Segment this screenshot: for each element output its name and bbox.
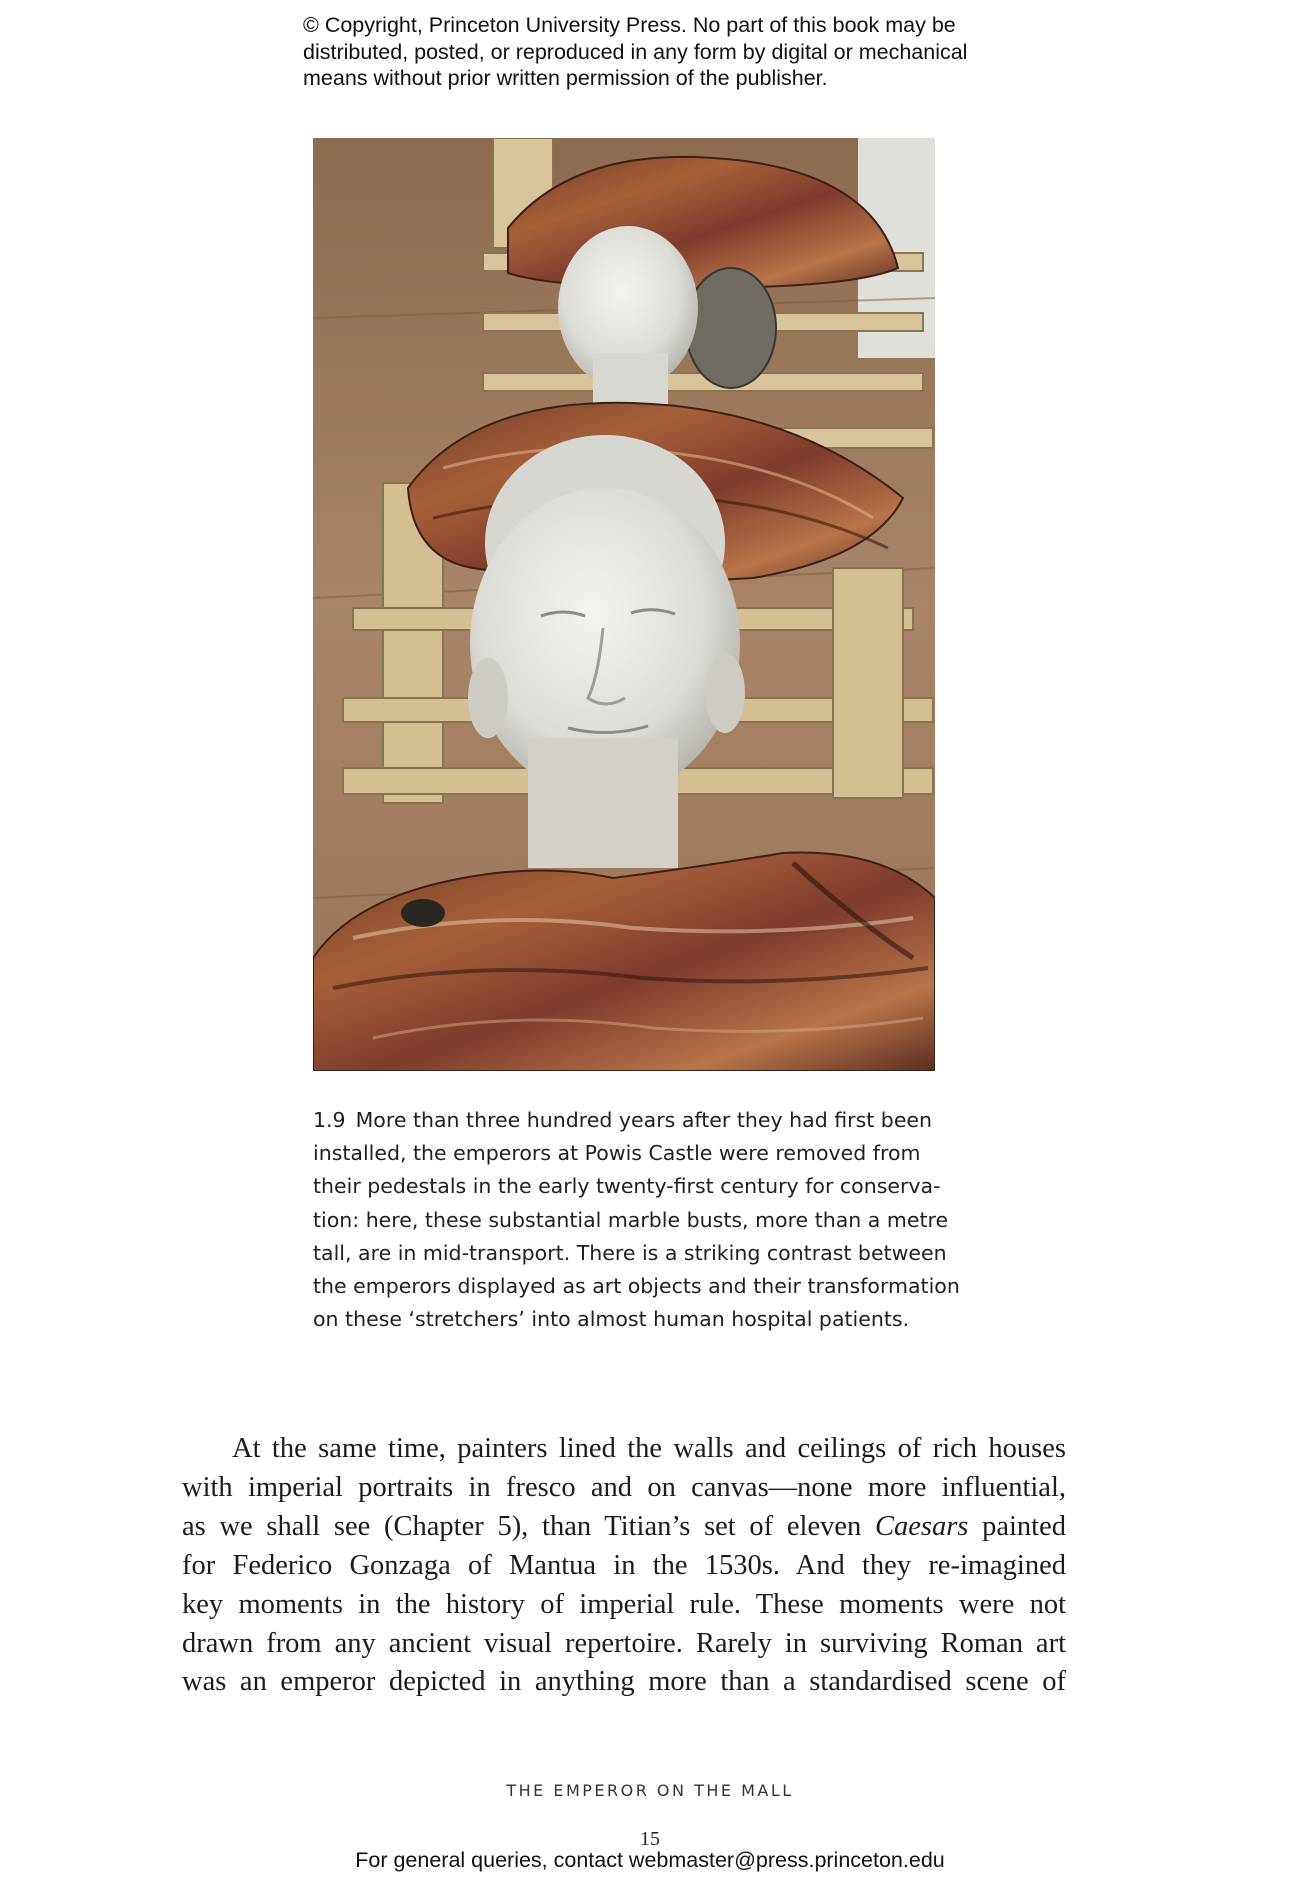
body-line: with imperial portraits in fresco and on canvas—none more influential, <box>182 1471 1066 1503</box>
copyright-line: © Copyright, Princeton University Press. No part of this book may be <box>303 13 956 37</box>
body-line: for Federico Gonzaga of Mantua in the 1530s. And they re-imagined <box>182 1549 1066 1581</box>
body-line: was an emperor depicted in anything more than a standardised scene of <box>182 1666 1066 1698</box>
caption-line: the emperors displayed as art objects and their transformation <box>313 1274 960 1299</box>
caption-line: installed, the emperors at Powis Castle were removed from <box>313 1141 921 1166</box>
body-line: key moments in the history of imperial rule. These moments were not <box>182 1588 1066 1620</box>
body-line <box>182 1508 1066 1547</box>
running-head: THE EMPEROR ON THE MALL <box>506 1781 794 1800</box>
body-line: At the same time, painters lined the walls and ceilings of rich houses <box>232 1433 1066 1464</box>
body-line: drawn from any ancient visual repertoire. Rarely in surviving Roman art <box>182 1627 1066 1659</box>
caption-line-text: More than three hundred years after they had first been <box>355 1108 933 1132</box>
figure-caption <box>313 1104 960 1336</box>
body-line-text: as we shall see (Chapter 5), than Titian’s set of eleven <box>182 1510 875 1542</box>
caption-line: tion: here, these substantial marble busts, more than a metre <box>313 1207 949 1232</box>
body-line-text: painted <box>968 1510 1067 1542</box>
busts-illustration <box>313 138 935 1071</box>
italic-title: Caesars <box>874 1510 969 1542</box>
copyright-line: distributed, posted, or reproduced in any form by digital or mechanical <box>303 39 968 64</box>
caption-line: tall, are in mid-transport. There is a striking contrast between <box>313 1240 947 1265</box>
body-paragraph <box>182 1430 1066 1702</box>
caption-line <box>313 1104 953 1137</box>
copyright-line: means without prior written permission of the publisher. <box>303 66 828 90</box>
page-number: 15 <box>640 1828 660 1850</box>
contact-notice: For general queries, contact webmaster@press.princeton.edu <box>355 1848 945 1872</box>
figure-number: 1.9 <box>313 1108 346 1132</box>
caption-line: on these ‘stretchers’ into almost human hospital patients. <box>313 1307 910 1332</box>
copyright-notice <box>303 12 1023 92</box>
caption-line: their pedestals in the early twenty-first century for conserva- <box>313 1174 941 1199</box>
figure-photo-marble-busts <box>313 138 935 1071</box>
